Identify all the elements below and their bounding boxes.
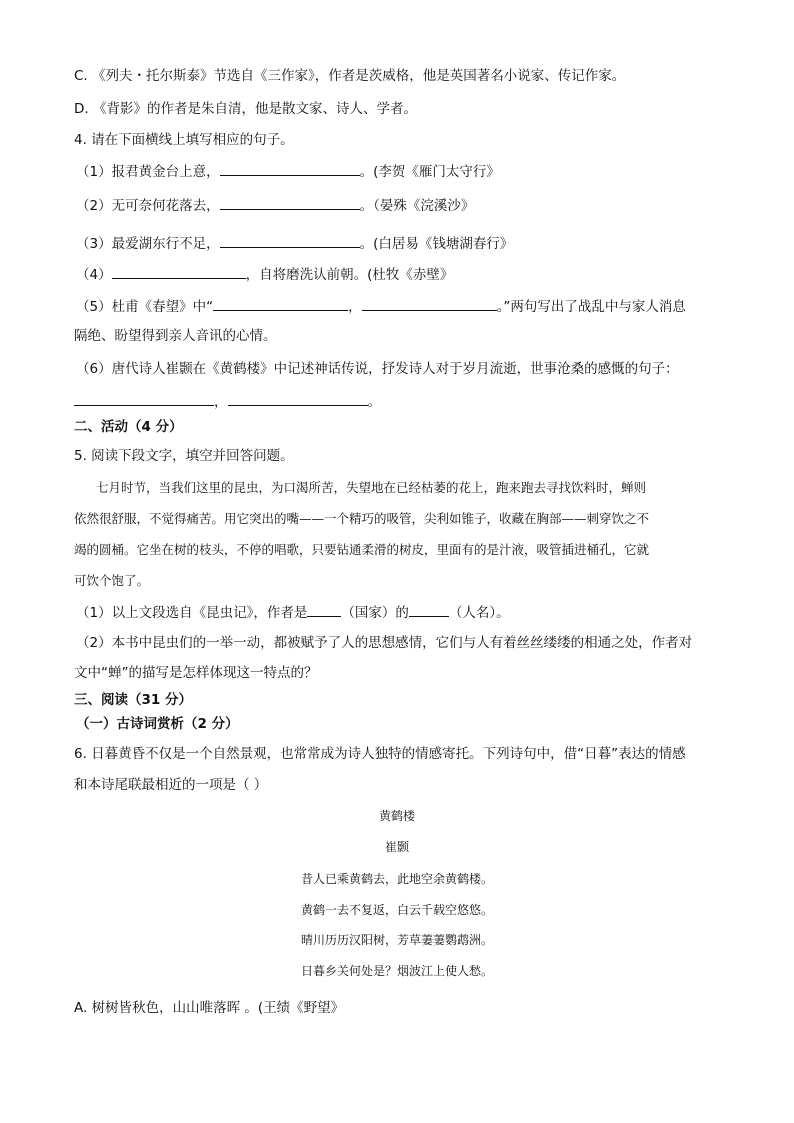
q4-item-4: （4） ，自将磨洗认前朝。(杜牧《赤壁》 (76, 267, 454, 283)
q4-item-6-answer: ， 。 (74, 392, 381, 411)
q4-item-3: （3）最爱湖东行不足， 。(白居易《钱塘湖春行》 (76, 236, 514, 252)
poem-line: 日暮乡关何处是？烟波江上使人愁。 (300, 964, 493, 978)
q4-stem: 4. 请在下面横线上填写相应的句子。 (74, 132, 294, 148)
answer-blank[interactable] (228, 392, 368, 406)
passage-line: 依然很舒服，不觉得痛苦。用它突出的嘴——一个精巧的吸管，尖利如锥子，收藏在胸部——刺穿饮之不 (74, 511, 650, 526)
answer-blank[interactable] (213, 297, 348, 311)
answer-blank[interactable] (409, 603, 449, 617)
answer-blank[interactable] (220, 162, 360, 176)
choice-d: D. 《背影》的作者是朱自清，他是散文家、诗人、学者。 (74, 101, 417, 117)
answer-blank[interactable] (112, 265, 246, 279)
poem-line: 晴川历历汉阳树，芳草萋萋鹦鹉洲。 (300, 933, 493, 947)
q5-sub-2-cont: 文中“蝉”的描写是怎样体现这一特点的？ (74, 665, 318, 681)
poem-author: 崔颢 (384, 840, 409, 854)
poem-line: 黄鹤一去不复返，白云千载空悠悠。 (300, 903, 493, 917)
section-3-title: 三、阅读（31 分） (74, 692, 192, 708)
answer-blank[interactable] (74, 392, 214, 406)
poem-title: 黄鹤楼 (378, 809, 415, 823)
passage-line: 七月时节，当我们这里的昆虫，为口渴所苦，失望地在已经枯萎的花上，跑来跑去寻找饮料时，蝉则 (96, 480, 647, 495)
q4-item-5: （5）杜甫《春望》中“ ， 。”两句写出了战乱中与家人消息 (76, 299, 686, 315)
answer-blank[interactable] (220, 234, 360, 248)
q4-item-5-cont: 隔绝、盼望得到亲人音讯的心情。 (74, 328, 277, 344)
section-3-subtitle: （一）古诗词赏析（2 分） (76, 716, 239, 732)
choice-c: C. 《列夫・托尔斯泰》节选自《三作家》，作者是茨威格，他是英国著名小说家、传记作家。 (74, 68, 626, 84)
q4-item-1: （1）报君黄金台上意， 。(李贺《雁门太守行》 (76, 164, 500, 180)
poem-line: 昔人已乘黄鹤去，此地空余黄鹤楼。 (300, 872, 493, 886)
q4-item-2: （2）无可奈何花落去， 。（晏殊《浣溪沙》 (76, 198, 475, 214)
option-a: A. 树树皆秋色，山山唯落晖 。(王绩《野望》 (74, 1000, 345, 1016)
q6-stem-cont: 和本诗尾联最相近的一项是（ ） (74, 777, 268, 793)
q5-sub-1: （1）以上文段选自《昆虫记》，作者是 （国家）的 （人名）。 (76, 605, 510, 621)
q5-stem: 5. 阅读下段文字，填空并回答问题。 (74, 448, 294, 464)
answer-blank[interactable] (220, 196, 360, 210)
q4-item-6: （6）唐代诗人崔颢在《黄鹤楼》中记述神话传说，抒发诗人对于岁月流逝，世事沧桑的感慨的句子： (76, 361, 679, 377)
section-2-title: 二、活动（4 分） (74, 419, 183, 435)
q6-stem: 6. 日暮黄昏不仅是一个自然景观，也常常成为诗人独特的情感寄托。下列诗句中，借“日暮”表达的情感 (74, 746, 686, 762)
answer-blank[interactable] (307, 603, 341, 617)
passage-line: 可饮个饱了。 (74, 573, 150, 588)
q5-sub-2: （2）本书中昆虫们的一举一动，都被赋予了人的思想感情，它们与人有着丝丝缕缕的相通之处，作者对 (76, 635, 693, 651)
passage-line: 竭的圆桶。它坐在树的枝头，不停的唱歌，只要钻通柔滑的树皮，里面有的是汁液，吸管插进桶孔，它就 (74, 542, 650, 557)
answer-blank[interactable] (362, 297, 497, 311)
